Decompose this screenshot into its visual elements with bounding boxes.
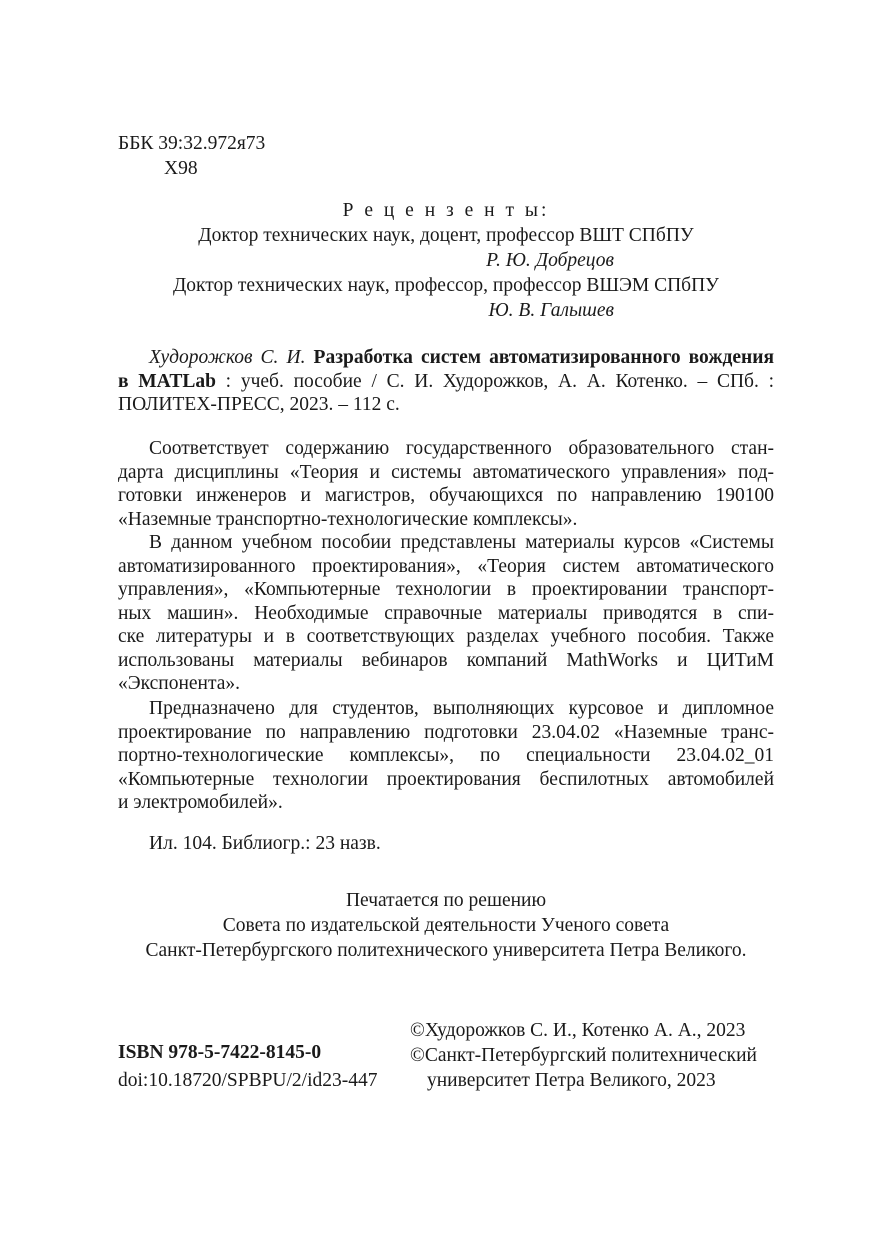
citation-title-part2: в MATLab <box>118 370 216 392</box>
abstract-line: использованы материалы вебинаров компаний MathWorks и ЦИТиМ <box>118 649 774 671</box>
reviewer-1-title: Доктор технических наук, доцент, профессор ВШТ СПбПУ <box>198 225 694 246</box>
abstract-paragraph-3 <box>118 697 774 815</box>
abstract-line: «Наземные транспортно-технологические комплексы». <box>118 508 578 530</box>
abstract-line: «Компьютерные технологии проектирования беспилотных автомобилей <box>118 768 774 790</box>
reviewer-2-name: Ю. В. Галышев <box>488 300 614 321</box>
abstract-line: В данном учебном пособии представлены материалы курсов «Системы <box>149 532 774 553</box>
abstract-line: ске литературы и в соответствующих разделах учебного пособия. Также <box>118 626 774 647</box>
publication-note-line: Печатается по решению <box>345 890 547 911</box>
doi: doi:10.18720/SPBPU/2/id23-447 <box>118 1070 378 1091</box>
abstract-line: дарта дисциплины «Теория и системы автоматического управления» под- <box>118 461 774 483</box>
citation-title-part1: Разработка систем автоматизированного вождения <box>313 347 775 368</box>
abstract-line: проектирование по направлению подготовки 23.04.02 «Наземные транс- <box>118 721 774 743</box>
citation <box>118 346 774 417</box>
abstract-line: портно-технологические комплексы», по специальности 23.04.02_01 <box>118 745 774 766</box>
citation-publisher-line: ПОЛИТЕХ-ПРЕСС, 2023. – 112 с. <box>118 394 400 415</box>
abstract-line: ных машин». Необходимые справочные материалы приводятся в спи- <box>118 602 774 624</box>
copyright-line-3: университет Петра Великого, 2023 <box>427 1070 716 1091</box>
isbn: ISBN 978-5-7422-8145-0 <box>118 1042 322 1063</box>
abstract-line: Соответствует содержанию государственного образовательного стан- <box>149 438 774 459</box>
publication-note <box>108 888 784 963</box>
abstract-line: готовки инженеров и магистров, обучающихся по направлению 190100 <box>118 485 774 506</box>
reviewer-1-name: Р. Ю. Добрецов <box>486 250 614 271</box>
abstract-paragraph-1 <box>118 437 774 531</box>
abstract-line: автоматизированного проектирования», «Теория систем автоматического <box>118 555 774 577</box>
abstract-paragraph-2 <box>118 531 774 696</box>
abstract-line: Предназначено для студентов, выполняющих курсовое и дипломное <box>149 698 774 719</box>
citation-author: Худорожков С. И. <box>149 347 306 368</box>
copyright-line-1: ©Худорожков С. И., Котенко А. А., 2023 <box>410 1020 746 1041</box>
abstract-line: и электромобилей». <box>118 792 283 813</box>
abstract-line: «Экспонента». <box>118 673 241 694</box>
copyright-line-2: ©Санкт-Петербургский политехнический <box>410 1045 757 1066</box>
bbk-code: ББК 39:32.972я73 <box>118 133 266 154</box>
bbk-author-mark: Х98 <box>164 158 198 179</box>
illustrations-count: Ил. 104. Библиогр.: 23 назв. <box>149 833 381 854</box>
reviewer-2-title: Доктор технических наук, профессор, профессор ВШЭМ СПбПУ <box>173 275 719 296</box>
publication-note-line: Совета по издательской деятельности Ученого совета <box>222 915 670 936</box>
reviewers-heading: Р е ц е н з е н т ы: <box>342 200 550 221</box>
citation-rest: : учеб. пособие / С. И. Худорожков, А. А. Котенко. – СПб. : <box>215 370 774 392</box>
abstract-line: управления», «Компьютерные технологии в проектировании транспорт- <box>118 579 774 600</box>
publication-note-line: Санкт-Петербургского политехнического университета Петра Великого. <box>145 940 747 961</box>
reviewers-block <box>118 198 774 323</box>
